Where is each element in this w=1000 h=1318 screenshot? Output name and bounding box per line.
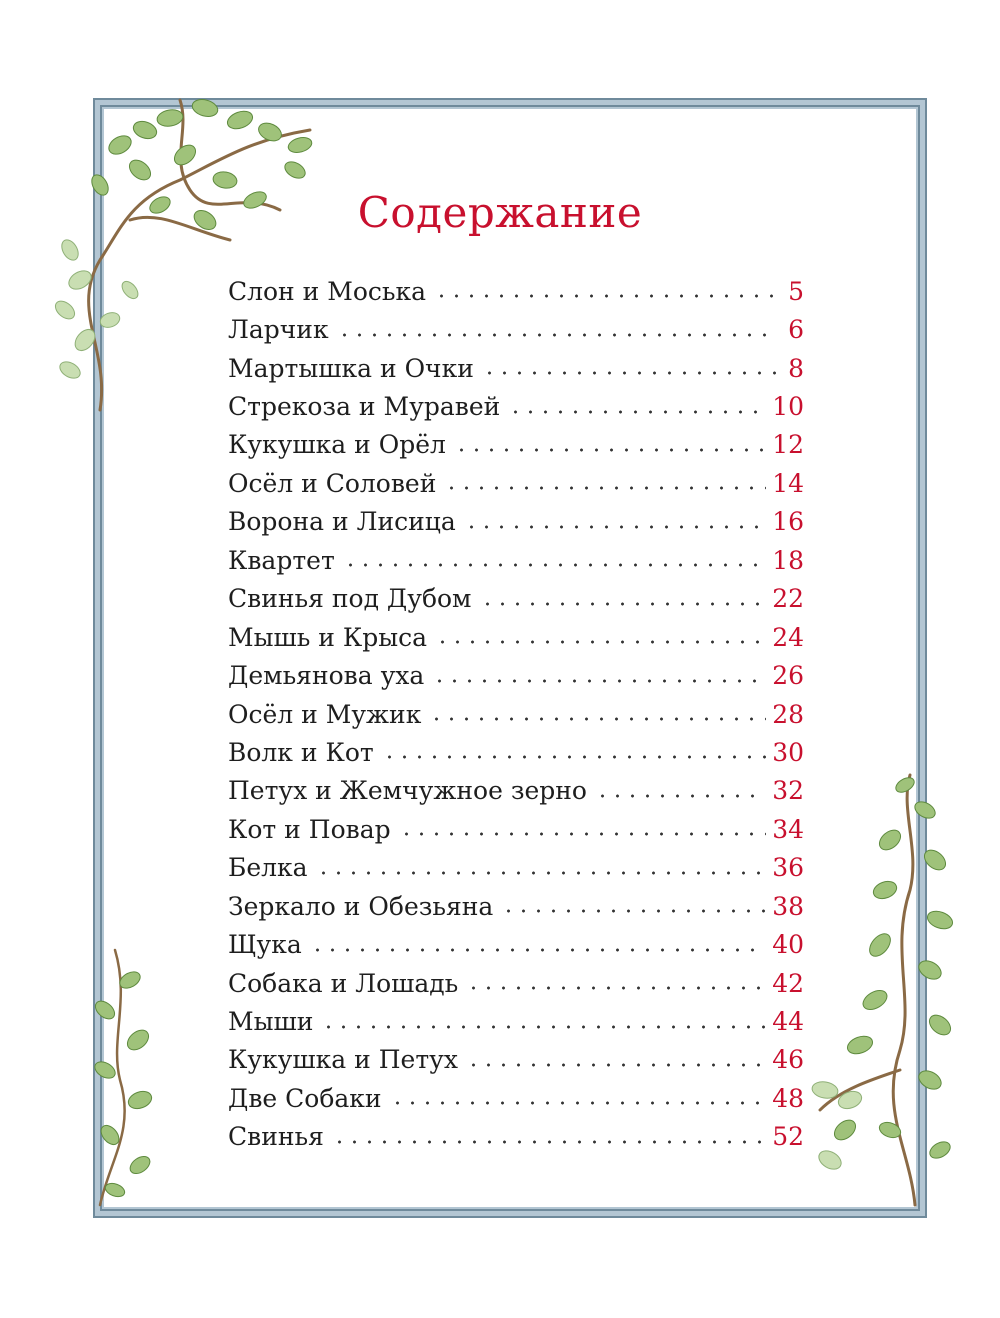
toc-entry[interactable] bbox=[228, 349, 804, 387]
toc-entry[interactable] bbox=[228, 1002, 804, 1040]
dot-leader bbox=[466, 986, 766, 990]
toc-entry-page-number: 28 bbox=[772, 699, 804, 729]
dot-leader bbox=[332, 1140, 766, 1144]
toc-entry-page-number: 16 bbox=[772, 507, 804, 537]
dot-leader bbox=[466, 1063, 766, 1067]
toc-entry-title: Зеркало и Обезьяна bbox=[228, 891, 494, 921]
toc-entry[interactable] bbox=[228, 887, 804, 925]
page-title: Содержание bbox=[357, 188, 643, 237]
toc-entry-title: Кукушка и Орёл bbox=[228, 430, 446, 460]
toc-entry[interactable] bbox=[228, 1041, 804, 1079]
toc-entry-page-number: 5 bbox=[788, 276, 804, 306]
toc-entry-title: Собака и Лошадь bbox=[228, 968, 459, 998]
dot-leader bbox=[337, 333, 778, 337]
toc-entry-page-number: 8 bbox=[788, 353, 804, 383]
toc-entry[interactable] bbox=[228, 503, 804, 541]
toc-entry-title: Демьянова уха bbox=[228, 661, 425, 691]
toc-entry-page-number: 30 bbox=[772, 737, 804, 767]
toc-entry-title: Осёл и Мужик bbox=[228, 699, 422, 729]
dot-leader bbox=[310, 948, 766, 952]
toc-entry-page-number: 52 bbox=[772, 1122, 804, 1152]
dot-leader bbox=[429, 717, 766, 721]
toc-entry-title: Мыши bbox=[228, 1007, 314, 1037]
toc-entry-page-number: 18 bbox=[772, 545, 804, 575]
toc-entry-page-number: 14 bbox=[772, 468, 804, 498]
toc-entry-title: Щука bbox=[228, 930, 302, 960]
toc-entry[interactable] bbox=[228, 541, 804, 579]
toc-entry-page-number: 36 bbox=[772, 853, 804, 883]
toc-entry[interactable] bbox=[228, 656, 804, 694]
toc-entry-page-number: 26 bbox=[772, 661, 804, 691]
toc-entry-page-number: 40 bbox=[772, 930, 804, 960]
toc-entry-page-number: 6 bbox=[788, 315, 804, 345]
toc-entry[interactable] bbox=[228, 964, 804, 1002]
dot-leader bbox=[595, 794, 766, 798]
toc-entry-page-number: 10 bbox=[772, 392, 804, 422]
dot-leader bbox=[501, 909, 766, 913]
dot-leader bbox=[432, 679, 766, 683]
toc-entry[interactable] bbox=[228, 695, 804, 733]
dot-leader bbox=[399, 832, 767, 836]
toc-entry-page-number: 44 bbox=[772, 1007, 804, 1037]
dot-leader bbox=[480, 602, 767, 606]
dot-leader bbox=[444, 486, 766, 490]
toc-entry[interactable] bbox=[228, 272, 804, 310]
toc-entry[interactable] bbox=[228, 580, 804, 618]
toc-entry[interactable] bbox=[228, 733, 804, 771]
toc-entry-title: Ворона и Лисица bbox=[228, 507, 456, 537]
toc-entry-title: Кот и Повар bbox=[228, 814, 391, 844]
toc-entry-title: Свинья под Дубом bbox=[228, 584, 472, 614]
toc-entry-page-number: 32 bbox=[772, 776, 804, 806]
toc-entry[interactable] bbox=[228, 618, 804, 656]
toc-entry[interactable] bbox=[228, 849, 804, 887]
toc-entry[interactable] bbox=[228, 1118, 804, 1156]
toc-entry[interactable] bbox=[228, 810, 804, 848]
dot-leader bbox=[435, 640, 766, 644]
dot-leader bbox=[390, 1101, 767, 1105]
toc-entry-title: Белка bbox=[228, 853, 308, 883]
dot-leader bbox=[454, 448, 766, 452]
toc-entry-page-number: 34 bbox=[772, 814, 804, 844]
toc-entry-title: Две Собаки bbox=[228, 1083, 382, 1113]
toc-entry-title: Мышь и Крыса bbox=[228, 622, 428, 652]
toc-entry[interactable] bbox=[228, 426, 804, 464]
dot-leader bbox=[434, 294, 778, 298]
toc-entry-page-number: 46 bbox=[772, 1045, 804, 1075]
toc-entry[interactable] bbox=[228, 1079, 804, 1117]
dot-leader bbox=[482, 371, 778, 375]
toc-entry-page-number: 38 bbox=[772, 891, 804, 921]
toc-entry-title: Ларчик bbox=[228, 315, 329, 345]
toc-entry[interactable] bbox=[228, 464, 804, 502]
toc-entry-page-number: 42 bbox=[772, 968, 804, 998]
toc-entry-title: Кукушка и Петух bbox=[228, 1045, 458, 1075]
toc-entry[interactable] bbox=[228, 925, 804, 963]
toc-entry-page-number: 24 bbox=[772, 622, 804, 652]
toc-entry-title: Квартет bbox=[228, 545, 335, 575]
toc-entry-title: Петух и Жемчужное зерно bbox=[228, 776, 587, 806]
toc-entry[interactable] bbox=[228, 387, 804, 425]
toc-entry-page-number: 48 bbox=[772, 1083, 804, 1113]
dot-leader bbox=[508, 410, 766, 414]
toc-entry-title: Мартышка и Очки bbox=[228, 353, 474, 383]
dot-leader bbox=[316, 871, 767, 875]
toc-entry-page-number: 12 bbox=[772, 430, 804, 460]
toc-entry-title: Свинья bbox=[228, 1122, 324, 1152]
toc-entry[interactable] bbox=[228, 310, 804, 348]
dot-leader bbox=[464, 525, 766, 529]
toc-entry-page-number: 22 bbox=[772, 584, 804, 614]
toc-entry-title: Осёл и Соловей bbox=[228, 468, 437, 498]
dot-leader bbox=[343, 563, 766, 567]
dot-leader bbox=[321, 1025, 766, 1029]
toc-entry-title: Волк и Кот bbox=[228, 737, 374, 767]
dot-leader bbox=[382, 755, 766, 759]
toc-entry-title: Слон и Моська bbox=[228, 276, 427, 306]
table-of-contents bbox=[228, 272, 804, 1156]
toc-entry-title: Стрекоза и Муравей bbox=[228, 392, 501, 422]
toc-entry[interactable] bbox=[228, 772, 804, 810]
